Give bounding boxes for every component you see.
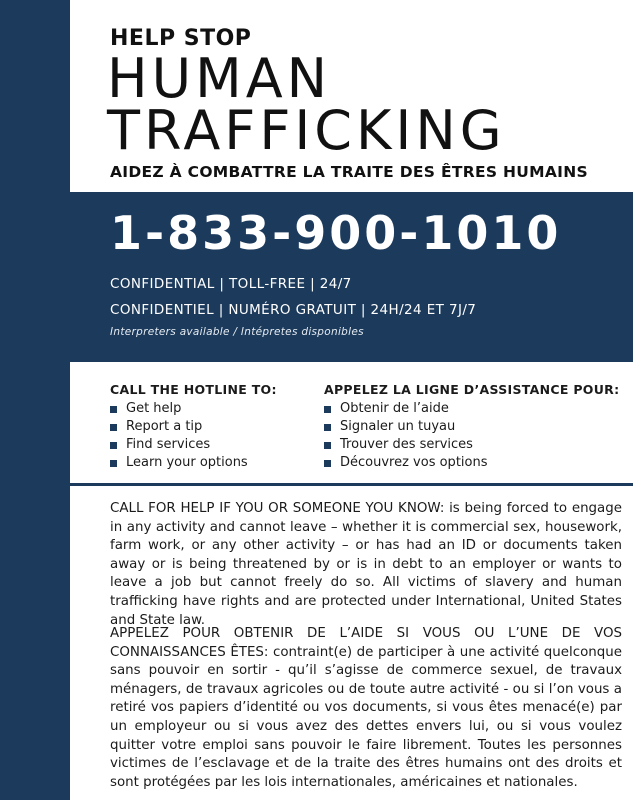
list-item-label: Trouver des services xyxy=(340,437,473,452)
paragraph-en: CALL FOR HELP IF YOU OR SOMEONE YOU KNOW: is being forced to engage in any activity and cannot leave – whether it is commercial sex, housework, farm work, or any other activity – or has had an ID or documents taken away or is being threatened by or is in debt to an employer or wants to leave a job but cannot freely do so. All victims of slavery and human trafficking have rights and are protected under International, United States and State law. xyxy=(110,501,622,628)
confidential-en: CONFIDENTIAL | TOLL-FREE | 24/7 xyxy=(110,276,352,292)
list-item xyxy=(110,400,310,418)
list-item-label: Report a tip xyxy=(126,419,203,434)
list-item-label: Get help xyxy=(126,401,182,416)
square-bullet-icon xyxy=(324,460,331,467)
french-subtitle: AIDEZ À COMBATTRE LA TRAITE DES ÊTRES HUMAINS xyxy=(110,163,588,181)
call-hotline-en xyxy=(110,382,310,472)
list-item-label: Find services xyxy=(126,437,211,452)
call-hotline-fr-heading: APPELEZ LA LIGNE D’ASSISTANCE POUR: xyxy=(324,382,620,397)
call-hotline-fr-list xyxy=(324,400,624,472)
list-item xyxy=(110,418,310,436)
title-line-trafficking: TRAFFICKING xyxy=(107,99,506,162)
hotline-phone-number[interactable]: 1-833-900-1010 xyxy=(110,206,562,260)
square-bullet-icon xyxy=(324,442,331,449)
list-item xyxy=(324,418,624,436)
call-hotline-en-heading: CALL THE HOTLINE TO: xyxy=(110,382,277,397)
list-item xyxy=(110,454,310,472)
title-line-human: HUMAN xyxy=(107,47,332,110)
square-bullet-icon xyxy=(110,442,117,449)
call-hotline-en-list xyxy=(110,400,310,472)
left-accent-bar xyxy=(0,0,70,800)
list-item-label: Signaler un tuyau xyxy=(340,419,456,434)
list-item-label: Obtenir de l’aide xyxy=(340,401,449,416)
list-item xyxy=(324,400,624,418)
square-bullet-icon xyxy=(110,460,117,467)
square-bullet-icon xyxy=(110,424,117,431)
square-bullet-icon xyxy=(324,424,331,431)
divider-rule xyxy=(70,483,633,486)
square-bullet-icon xyxy=(324,406,331,413)
call-hotline-fr xyxy=(324,382,624,472)
confidential-fr: CONFIDENTIEL | NUMÉRO GRATUIT | 24H/24 ET 7J/7 xyxy=(110,302,477,318)
interpreters-note: Interpreters available / Intépretes disponibles xyxy=(110,326,364,338)
help-stop-heading: HELP STOP xyxy=(110,26,252,51)
list-item xyxy=(324,436,624,454)
list-item-label: Découvrez vos options xyxy=(340,455,488,470)
list-item xyxy=(110,436,310,454)
list-item-label: Learn your options xyxy=(126,455,248,470)
square-bullet-icon xyxy=(110,406,117,413)
paragraph-fr: APPELEZ POUR OBTENIR DE L’AIDE SI VOUS OU L’UNE DE VOS CONNAISSANCES ÊTES: contraint(e) de participer à une activité quelconque sans pouvoir en sortir - qu’il s’agisse de commerce sexuel, de travaux ménagers, de travaux agricoles ou de toute autre activité - ou si l’on vous a retiré vos papiers d’identité ou vos documents, si vous êtes menacé(e) par un employeur ou si vous avez des dettes envers lui, ou si vous voulez quitter votre emploi sans pouvoir le faire librement. Toutes les personnes victimes de l’esclavage et de la traite des êtres humains ont des droits et sont protégées par les lois internationales, américaines et nationales. xyxy=(110,626,622,790)
list-item xyxy=(324,454,624,472)
